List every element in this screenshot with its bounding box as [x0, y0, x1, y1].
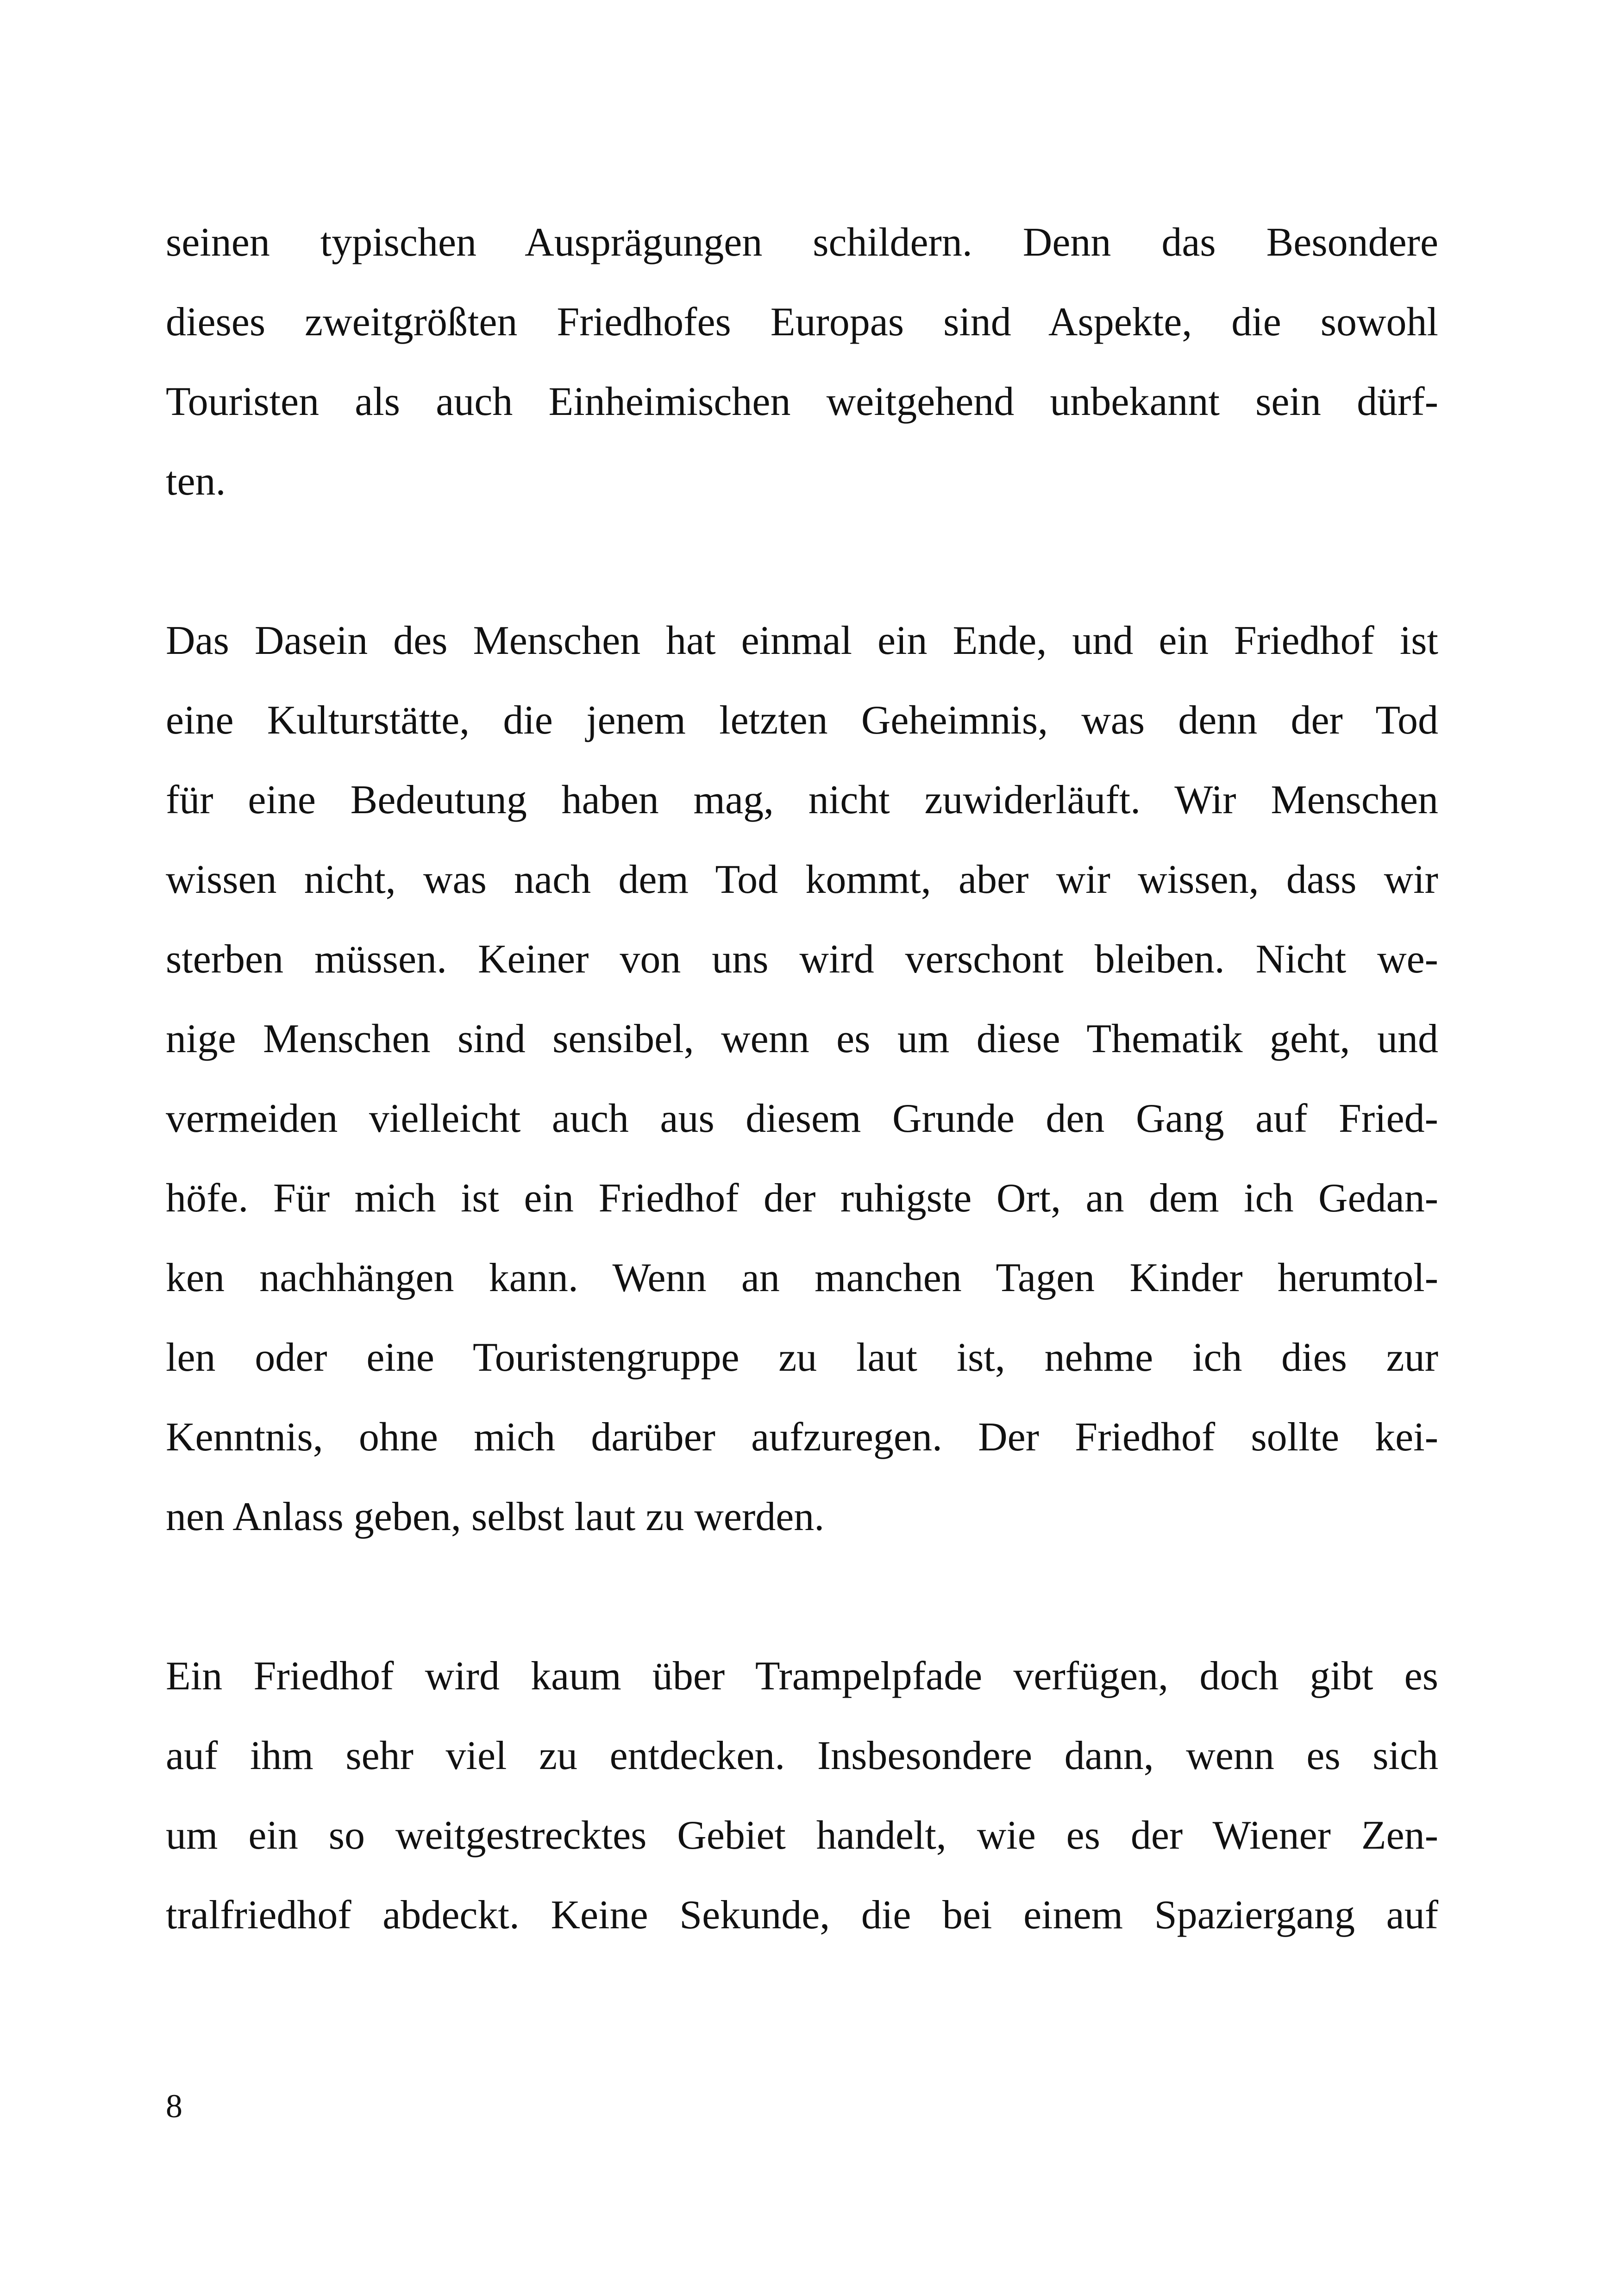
text-line: höfe. Für mich ist ein Friedhof der ruhigste Ort, an dem ich Gedan- [166, 1176, 1438, 1221]
paragraph-1 [166, 203, 1438, 521]
text-line: Kenntnis, ohne mich darüber aufzuregen. Der Friedhof sollte kei- [166, 1415, 1438, 1460]
paragraph-2 [166, 601, 1438, 1557]
text-line: vermeiden vielleicht auch aus diesem Grunde den Gang auf Fried- [166, 1096, 1438, 1141]
text-line: nen Anlass geben, selbst laut zu werden. [166, 1494, 825, 1539]
paragraph-3 [166, 1637, 1438, 1955]
text-line: sterben müssen. Keiner von uns wird verschont bleiben. Nicht we- [166, 937, 1438, 982]
text-line: tralfriedhof abdeckt. Keine Sekunde, die bei einem Spaziergang auf [166, 1893, 1438, 1938]
text-line: eine Kulturstätte, die jenem letzten Geheimnis, was denn der Tod [166, 698, 1438, 743]
text-line: wissen nicht, was nach dem Tod kommt, aber wir wissen, dass wir [166, 857, 1438, 902]
text-line: Touristen als auch Einheimischen weitgehend unbekannt sein dürf- [166, 379, 1438, 424]
text-line: für eine Bedeutung haben mag, nicht zuwiderläuft. Wir Menschen [166, 778, 1438, 822]
text-line: auf ihm sehr viel zu entdecken. Insbesondere dann, wenn es sich [166, 1733, 1438, 1778]
text-line: um ein so weitgestrecktes Gebiet handelt, wie es der Wiener Zen- [166, 1813, 1438, 1858]
text-line: nige Menschen sind sensibel, wenn es um diese Thematik geht, und [166, 1016, 1438, 1061]
text-line: ken nachhängen kann. Wenn an manchen Tagen Kinder herumtol- [166, 1255, 1438, 1300]
text-line: ten. [166, 459, 226, 504]
page-number: 8 [166, 2088, 182, 2125]
text-line: dieses zweitgrößten Friedhofes Europas sind Aspekte, die sowohl [166, 300, 1438, 345]
paragraph-spacer [166, 1557, 1438, 1637]
text-line: Ein Friedhof wird kaum über Trampelpfade verfügen, doch gibt es [166, 1654, 1438, 1699]
body-text [166, 203, 1438, 1955]
paragraph-spacer [166, 521, 1438, 601]
text-line: seinen typischen Ausprägungen schildern. Denn das Besondere [166, 220, 1438, 265]
text-line: len oder eine Touristengruppe zu laut ist, nehme ich dies zur [166, 1335, 1438, 1380]
text-line: Das Dasein des Menschen hat einmal ein Ende, und ein Friedhof ist [166, 618, 1438, 663]
